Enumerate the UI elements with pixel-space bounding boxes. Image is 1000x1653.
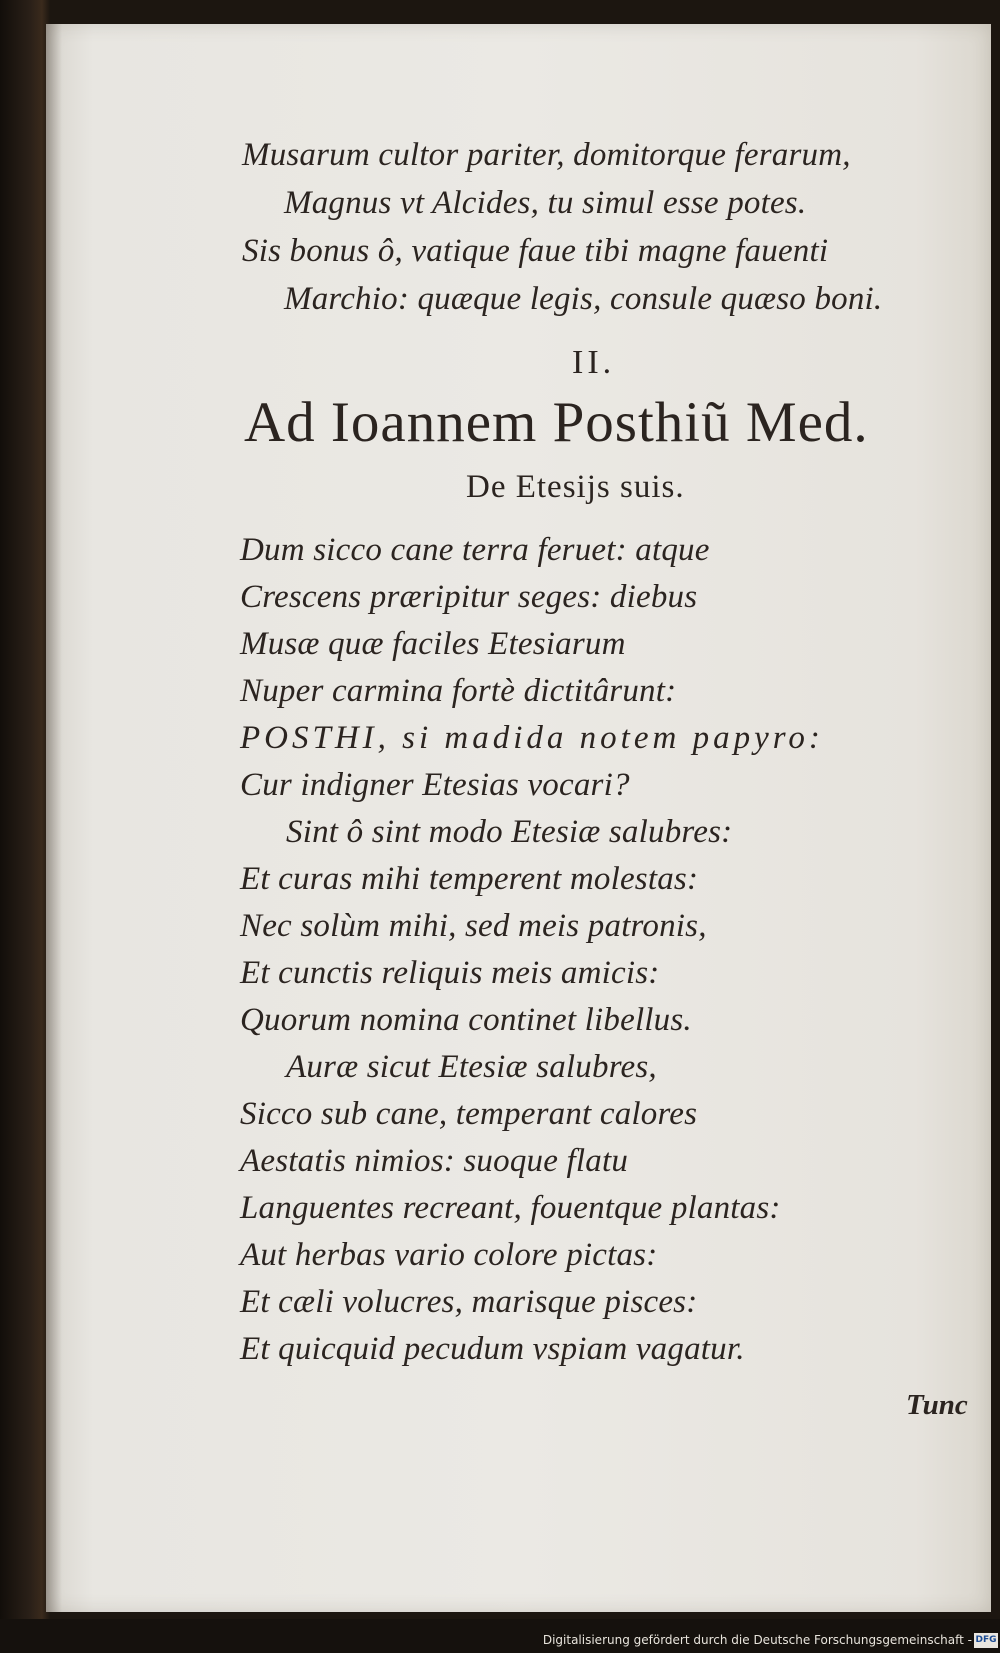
poem-line-10: Et cunctis reliquis meis amicis: [240,955,660,991]
poem-line-6: Cur indigner Etesias vocari? [240,767,630,803]
stanza-line-3: Sis bonus ô, vatique faue tibi magne fauenti [242,233,829,269]
section-number: II. [572,344,616,381]
poem-line-4: Nuper carmina fortè dictitârunt: [240,673,677,709]
catchword: Tunc [906,1389,968,1421]
book-page [46,24,991,1612]
digitization-credit: Digitalisierung gefördert durch die Deutsche Forschungsgemeinschaft - [542,1633,972,1647]
poem-subheading: De Etesijs suis. [466,469,685,505]
poem-line-17: Et cæli volucres, marisque pisces: [240,1284,698,1320]
poem-line-11: Quorum nomina continet libellus. [240,1002,692,1038]
page-gutter-shadow [46,24,62,1612]
dfg-logo-icon: DFG [974,1633,998,1648]
poem-line-2: Crescens præripitur seges: diebus [240,579,698,615]
poem-line-5: POSTHI, si madida notem papyro: [240,720,824,756]
poem-line-9: Nec solùm mihi, sed meis patronis, [240,908,707,944]
poem-line-14: Aestatis nimios: suoque flatu [240,1143,629,1179]
stanza-line-2: Magnus vt Alcides, tu simul esse potes. [284,185,807,221]
poem-heading: Ad Ioannem Posthiũ Med. [244,391,869,454]
poem-line-1: Dum sicco cane terra feruet: atque [240,532,710,568]
poem-line-15: Languentes recreant, fouentque plantas: [240,1190,781,1226]
poem-line-12: Auræ sicut Etesiæ salubres, [286,1049,657,1085]
stanza-line-4: Marchio: quæque legis, consule quæso boni. [284,281,883,317]
stanza-line-1: Musarum cultor pariter, domitorque ferarum, [242,137,851,173]
poem-line-8: Et curas mihi temperent molestas: [240,861,699,897]
poem-line-3: Musæ quæ faciles Etesiarum [240,626,626,662]
poem-line-16: Aut herbas vario colore pictas: [240,1237,658,1273]
footer-bar [0,1619,1000,1653]
poem-line-7: Sint ô sint modo Etesiæ salubres: [286,814,733,850]
poem-line-18: Et quicquid pecudum vspiam vagatur. [240,1331,745,1367]
poem-line-13: Sicco sub cane, temperant calores [240,1096,698,1132]
